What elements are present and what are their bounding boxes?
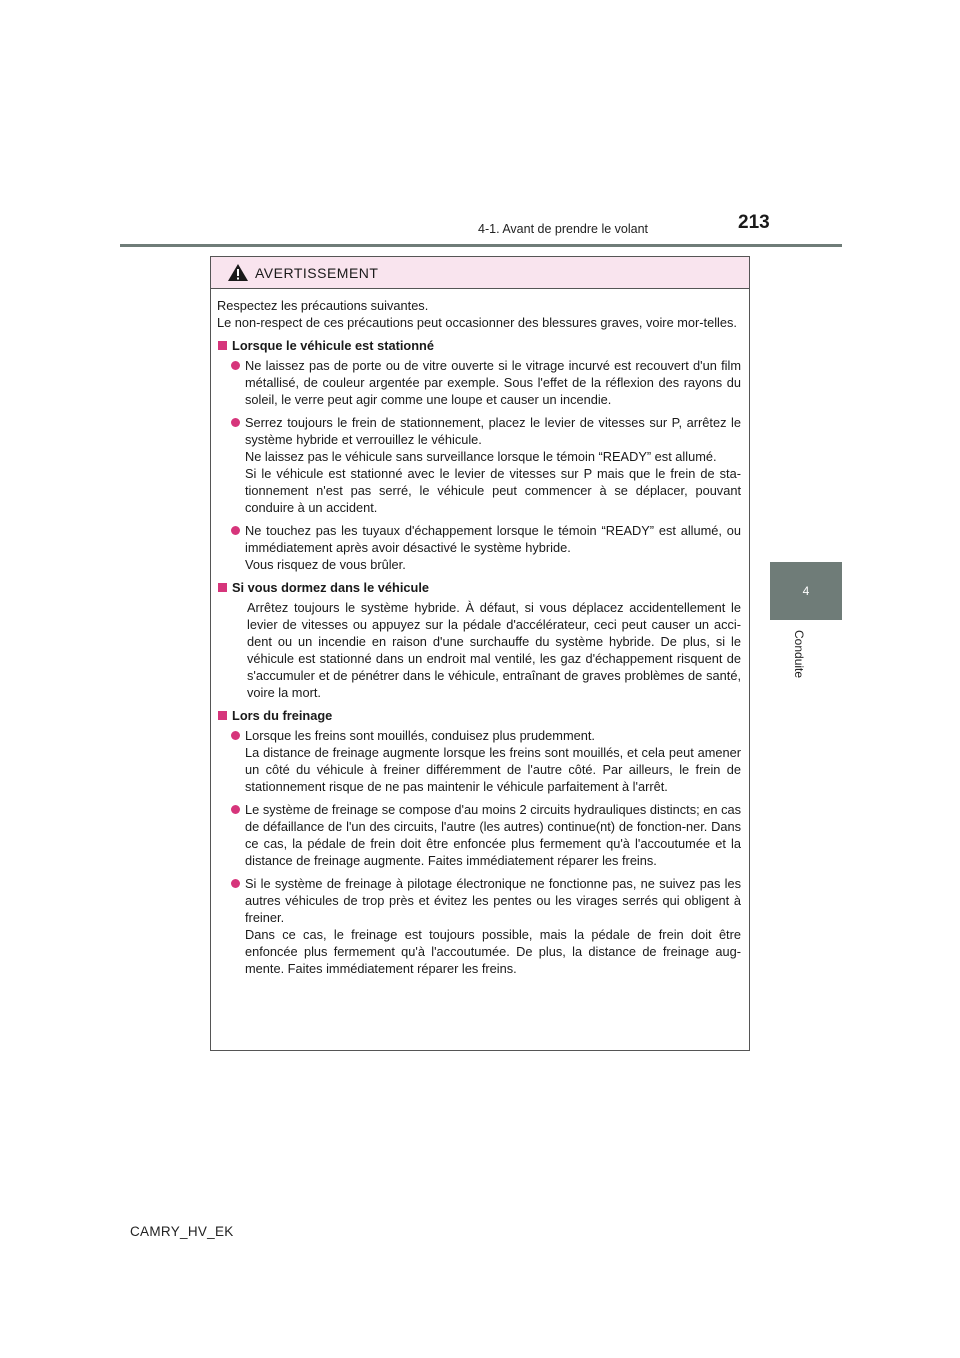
bullet-line: Lorsque les freins sont mouillés, conduisez plus prudemment. — [245, 728, 595, 743]
intro-line: Le non-respect de ces précautions peut occasionner des blessures graves, voire mor-telles. — [217, 315, 737, 330]
warning-triangle-icon — [227, 263, 249, 282]
section-title — [217, 579, 741, 596]
warning-body — [211, 289, 749, 977]
round-bullet-icon — [231, 879, 240, 888]
page-number: 213 — [738, 212, 770, 233]
bullet-line: Vous risquez de vous brûler. — [245, 557, 406, 572]
bullet-line: Ne touchez pas les tuyaux d'échappement lorsque le témoin “READY” est allumé, ou immédiatement après avoir désactivé le système hybride. — [245, 523, 741, 555]
chapter-label: Conduite — [792, 630, 806, 679]
section-title — [217, 707, 741, 724]
bullet-line: Ne laissez pas le véhicule sans surveillance lorsque le témoin “READY” est allumé. — [245, 449, 717, 464]
round-bullet-icon — [231, 361, 240, 370]
section-parking — [217, 337, 741, 573]
round-bullet-icon — [231, 418, 240, 427]
square-bullet-icon — [218, 583, 227, 592]
list-item — [217, 875, 741, 977]
section-title — [217, 337, 741, 354]
square-bullet-icon — [218, 341, 227, 350]
round-bullet-icon — [231, 805, 240, 814]
bullet-line: Le système de freinage se compose d'au moins 2 circuits hydrauliques distincts; en cas de défaillance de l'un des circuits, l'autre (les autres) continue(nt) de fonction-ner. Dans ce cas, la pédale de frein doit être enfoncée plus fermement qu'à l'accoutumée et la distance de freinage augmente. Faites immédiatement réparer les freins. — [245, 802, 741, 868]
section-title-text: Si vous dormez dans le véhicule — [232, 580, 429, 595]
header-section-title: 4-1. Avant de prendre le volant — [478, 222, 649, 236]
chapter-tab[interactable] — [770, 562, 842, 620]
list-item — [217, 414, 741, 516]
list-item — [217, 357, 741, 408]
warning-title: AVERTISSEMENT — [255, 264, 379, 281]
round-bullet-icon — [231, 731, 240, 740]
list-item — [217, 522, 741, 573]
bullet-line: Ne laissez pas de porte ou de vitre ouverte si le vitrage incurvé est recouvert d'un film métallisé, de couleur argentée par exemple. Sous l'effet de la réflexion des rayons du soleil, le verre peut agir comme une loupe et causer un incendie. — [245, 358, 741, 407]
section-title-text: Lors du freinage — [232, 708, 333, 723]
section-sleeping — [217, 579, 741, 701]
section-paragraph: Arrêtez toujours le système hybride. À défaut, si vous déplacez accidentellement le levier de vitesses ou appuyez sur la pédale d'accélérateur, ceci peut causer un acci-dent ou un incendie en raison d'une surchauffe du système hybride. De plus, si le véhicule est stationné dans un endroit mal ventilé, les gaz d'échappement risquent de s'accumuler et de pénétrer dans le véhicule, entraînant de graves problèmes de santé, voire la mort. — [247, 600, 741, 700]
bullet-line: La distance de freinage augmente lorsque les freins sont mouillés, et cela peut amener un côté du véhicule à freiner différemment de l'autre côté. Par ailleurs, le frein de stationnement risque de ne pas maintenir le véhicule parfaitement à l'arrêt. — [245, 745, 741, 794]
round-bullet-icon — [231, 526, 240, 535]
model-code: CAMRY_HV_EK — [130, 1224, 234, 1239]
bullet-line: Serrez toujours le frein de stationnement, placez le levier de vitesses sur P, arrêtez le système hybride et verrouillez le véhicule. — [245, 415, 741, 447]
intro-line: Respectez les précautions suivantes. — [217, 298, 429, 313]
warning-header — [211, 257, 749, 289]
section-title-text: Lorsque le véhicule est stationné — [232, 338, 434, 353]
section-braking — [217, 707, 741, 977]
bullet-line: Si le système de freinage à pilotage électronique ne fonctionne pas, ne suivez pas les autres véhicules de trop près et évitez les pentes ou les virages serrés qui obligent à freiner. — [245, 876, 741, 925]
warning-intro — [217, 297, 741, 331]
chapter-number: 4 — [802, 584, 810, 598]
bullet-line: Si le véhicule est stationné avec le levier de vitesses sur P mais que le frein de sta-tionnement n'est pas serré, le véhicule peut commencer à se déplacer, pouvant conduire à un accident. — [245, 466, 741, 515]
list-item — [217, 801, 741, 869]
header-rule — [120, 244, 842, 247]
list-item — [217, 727, 741, 795]
bullet-line: Dans ce cas, le freinage est toujours possible, mais la pédale de frein doit être enfoncée plus fermement qu'à l'accoutumée. De plus, la distance de freinage aug-mente. Faites immédiatement réparer les freins. — [245, 927, 741, 976]
square-bullet-icon — [218, 711, 227, 720]
warning-box — [210, 256, 750, 1051]
